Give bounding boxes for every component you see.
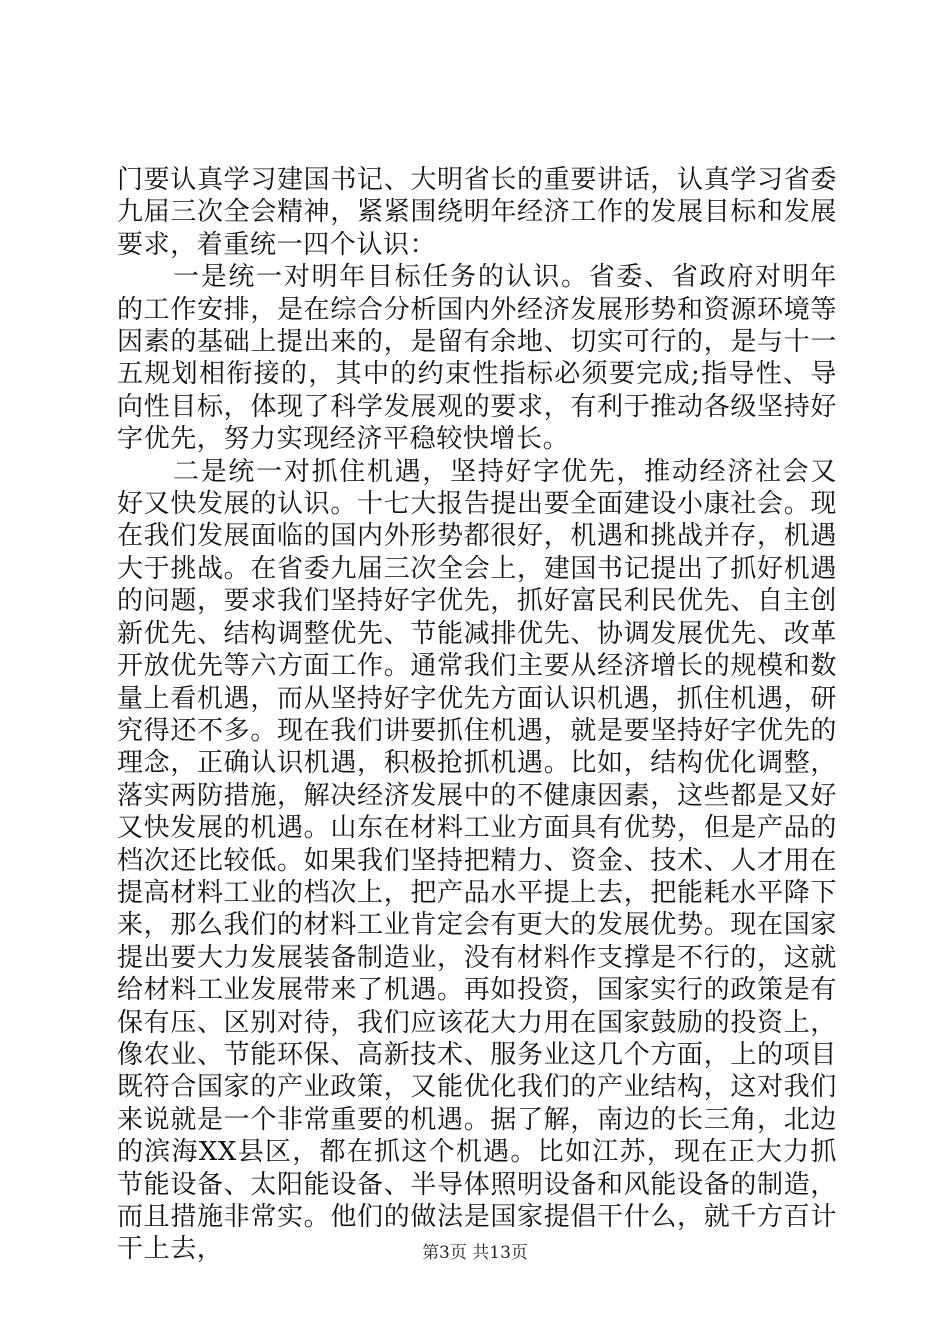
page-number-footer: 第3页 共13页 <box>422 1243 528 1263</box>
paragraph-second-point: 二是统一对抓住机遇，坚持好字优先，推动经济社会又好又快发展的认识。十七大报告提出要全面建设小康社会。现在我们发展面临的国内外形势都很好，机遇和挑战并存，机遇大于挑战。在省委九届三次全会上，建国书记提出了抓好机遇的问题，要求我们坚持好字优先，抓好富民利民优先、自主创新优先、结构调整优先、节能减排优先、协调发展优先、改革开放优先等六方面工作。通常我们主要从经济增长的规模和数量上看机遇，而从坚持好字优先方面认识机遇，抓住机遇，研究得还不多。现在我们讲要抓住机遇，就是要坚持好字优先的理念，正确认识机遇，积极抢抓机遇。比如，结构优化调整，落实两防措施，解决经济发展中的不健康因素，这些都是又好又快发展的机遇。山东在材料工业方面具有优势，但是产品的档次还比较低。如果我们坚持把精力、资金、技术、人才用在提高材料工业的档次上，把产品水平提上去，把能耗水平降下来，那么我们的材料工业肯定会有更大的发展优势。现在国家提出要大力发展装备制造业，没有材料作支撑是不行的，这就给材料工业发展带来了机遇。再如投资，国家实行的政策是有保有压、区别对待，我们应该花大力用在国家鼓励的投资上，像农业、节能环保、高新技术、服务业这几个方面，上的项目既符合国家的产业政策，又能优化我们的产业结构，这对我们来说就是一个非常重要的机遇。据了解，南边的长三角，北边的滨海XX县区，都在抓这个机遇。比如江苏，现在正大力抓节能设备、太阳能设备、半导体照明设备和风能设备的制造，而且措施非常实。他们的做法是国家提倡干什么，就千方百计干上去， <box>117 456 837 1265</box>
paragraph-first-point: 一是统一对明年目标任务的认识。省委、省政府对明年的工作安排，是在综合分析国内外经济发展形势和资源环境等因素的基础上提出来的，是留有余地、切实可行的，是与十一五规划相衔接的，其中的约束性指标必须要完成;指导性、导向性目标，体现了科学发展观的要求，有利于推动各级坚持好字优先，努力实现经济平稳较快增长。 <box>117 262 837 455</box>
document-body <box>117 164 837 1266</box>
paragraph-intro: 门要认真学习建国书记、大明省长的重要讲话，认真学习省委九届三次全会精神，紧紧围绕明年经济工作的发展目标和发展要求，着重统一四个认识： <box>117 165 837 260</box>
